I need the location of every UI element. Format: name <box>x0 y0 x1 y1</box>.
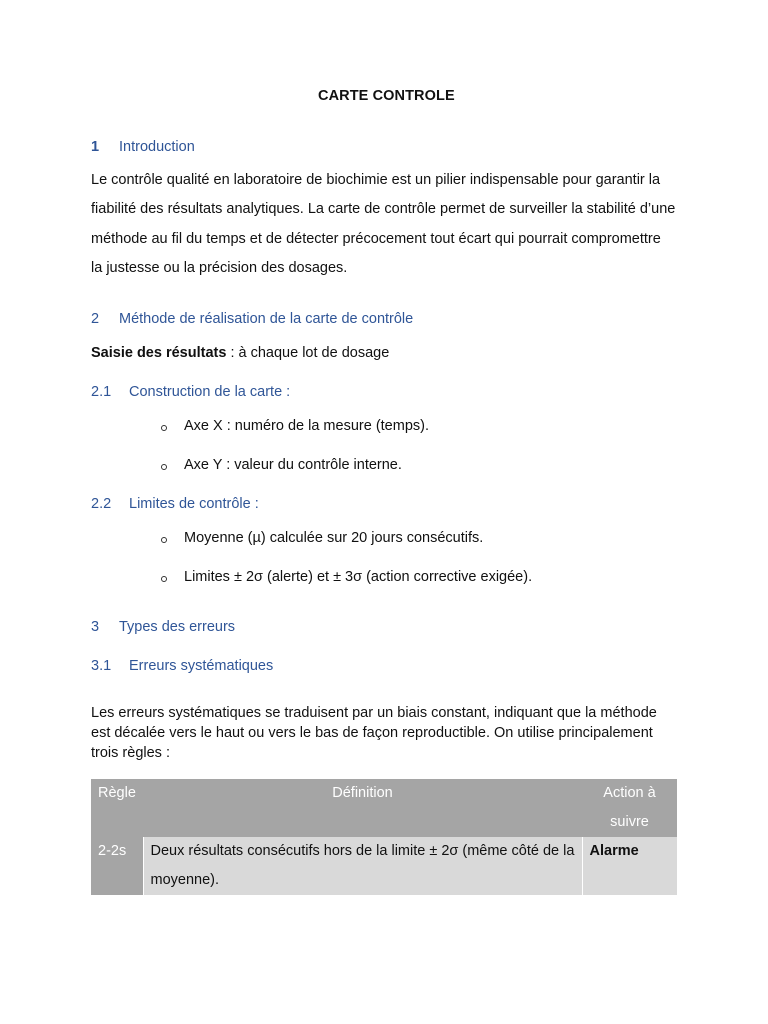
table-row <box>91 837 677 895</box>
table-header-row <box>91 779 677 837</box>
section-title: Introduction <box>119 139 195 155</box>
subsection-number: 2.2 <box>91 496 112 512</box>
column-header-action: Action à suivre <box>582 779 677 837</box>
subsection-title: Construction de la carte : <box>129 384 291 400</box>
subsection-title: Erreurs systématiques <box>129 658 274 674</box>
section-number: 3 <box>91 619 100 635</box>
bullet-circle-icon <box>161 537 167 543</box>
list-item: Limites ± 2σ (alerte) et ± 3σ (action corrective exigée). <box>184 569 532 585</box>
page-title: CARTE CONTROLE <box>318 88 455 104</box>
section-heading-introduction <box>91 139 195 155</box>
introduction-paragraph: Le contrôle qualité en laboratoire de biochimie est un pilier indispensable pour garantir la fiabilité des résultats analytiques. La carte de contrôle permet de surveiller la stabilité d’une méthode au fil du temps et de détecter précocement tout écart qui pourrait compromettre la justesse ou la précision des dosages. <box>91 172 676 276</box>
section-number: 1 <box>91 139 100 155</box>
section-title: Méthode de réalisation de la carte de contrôle <box>119 311 414 327</box>
list-item: Moyenne (µ) calculée sur 20 jours consécutifs. <box>184 530 483 546</box>
subsection-title: Limites de contrôle : <box>129 496 259 512</box>
column-header-definition: Définition <box>143 779 582 837</box>
subsection-heading-systematic-errors <box>91 658 273 674</box>
subsection-heading-limits <box>91 496 259 512</box>
rule-cell: 2-2s <box>91 837 143 895</box>
section-heading-method <box>91 311 413 327</box>
subsection-number: 2.1 <box>91 384 112 400</box>
systematic-errors-paragraph: Les erreurs systématiques se traduisent par un biais constant, indiquant que la méthode est décalée vers le haut ou vers le bas de façon reproductible. On utilise principalement trois règles : <box>91 705 657 761</box>
rules-table <box>91 779 677 895</box>
bullet-circle-icon <box>161 464 167 470</box>
section-title: Types des erreurs <box>119 619 236 635</box>
bullet-circle-icon <box>161 425 167 431</box>
section-number: 2 <box>91 311 100 327</box>
results-entry-label: Saisie des résultats <box>91 345 227 361</box>
subsection-number: 3.1 <box>91 658 112 674</box>
bullet-circle-icon <box>161 576 167 582</box>
list-item: Axe X : numéro de la mesure (temps). <box>184 418 429 434</box>
action-cell: Alarme <box>582 837 677 895</box>
list-item: Axe Y : valeur du contrôle interne. <box>184 457 402 473</box>
section-heading-errors <box>91 619 235 635</box>
column-header-rule: Règle <box>91 779 143 837</box>
definition-cell: Deux résultats consécutifs hors de la limite ± 2σ (même côté de la moyenne). <box>143 837 582 895</box>
results-entry-text: : à chaque lot de dosage <box>226 345 390 361</box>
subsection-heading-construction <box>91 384 290 400</box>
results-entry-line <box>91 345 389 361</box>
